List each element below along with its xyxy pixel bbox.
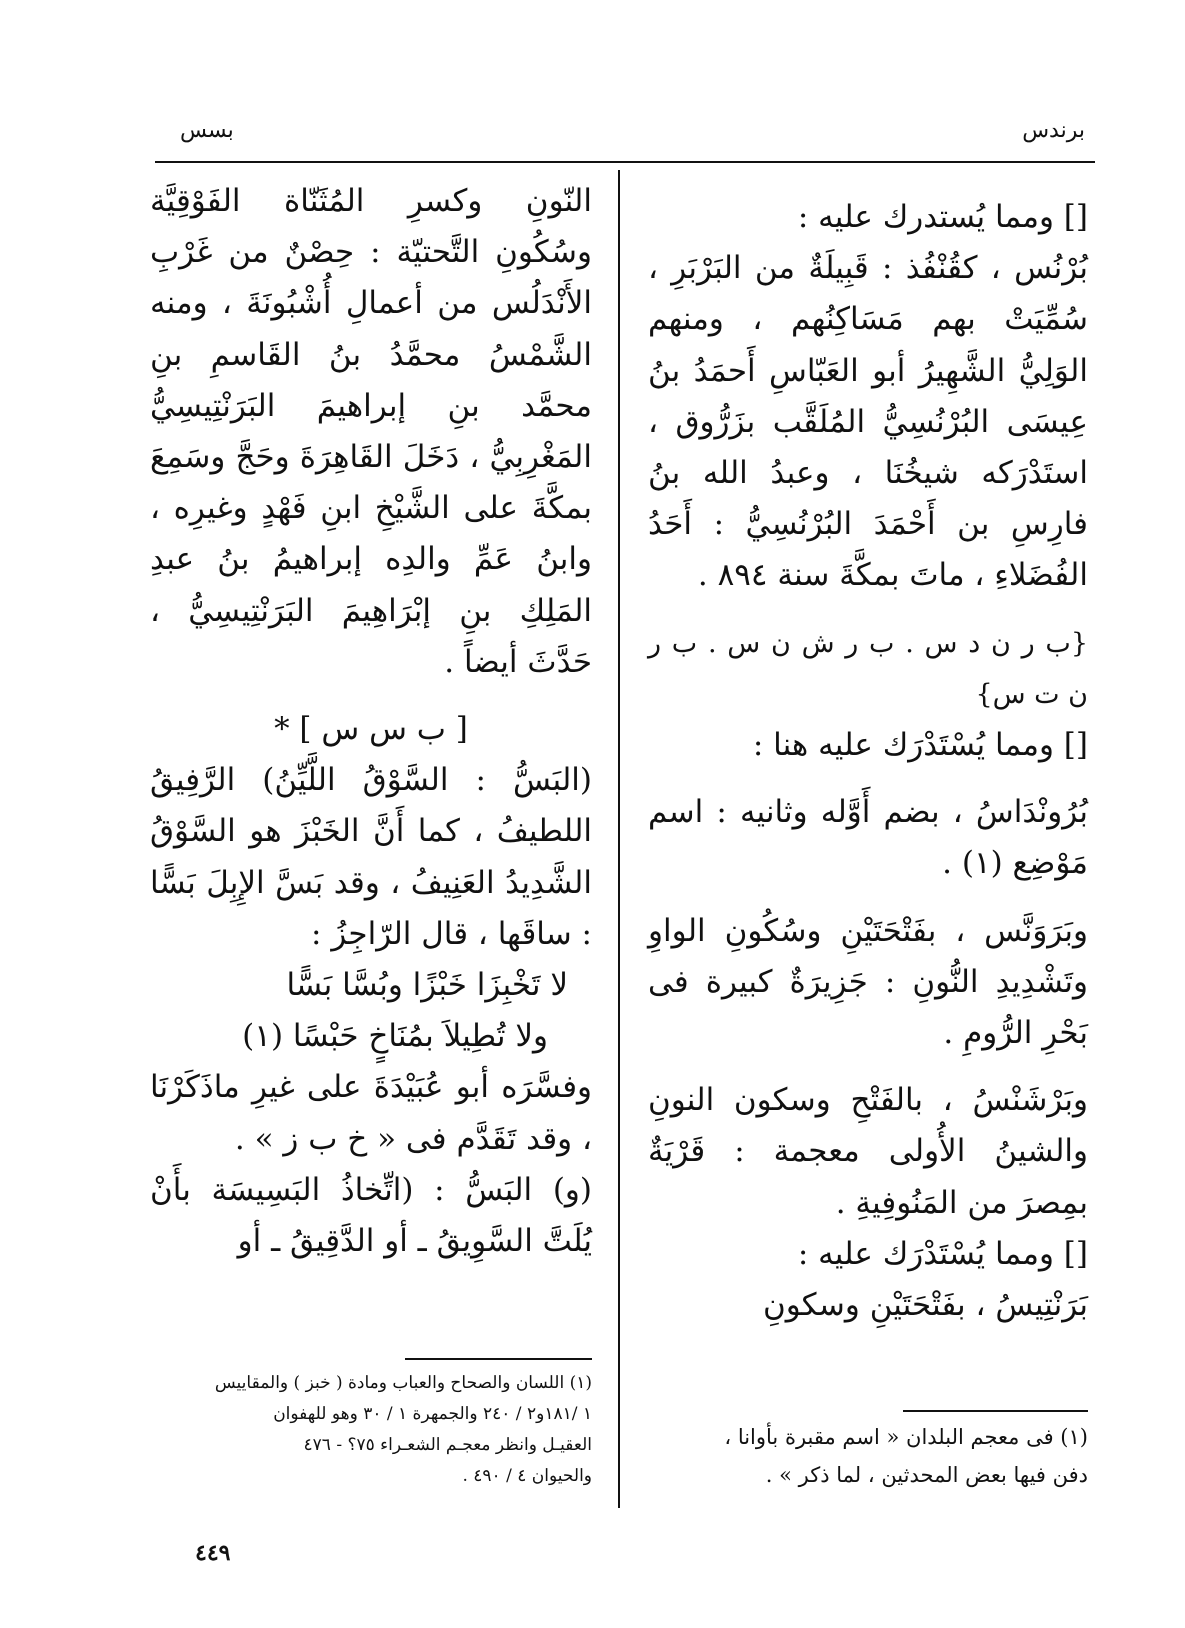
left-entry-abu-ubayda: وفسَّرَه أبو عُبَيْدَةَ على غيرِ ماذَكَرْنَا ، وقد تَقَدَّم فى « خ ب ز » . [150, 1069, 592, 1157]
footnote-right-line: دفن فيها بعض المحدثين ، لما ذكر » . [765, 1463, 1088, 1487]
right-entry-heading-1: [] ومما يُستدرك عليه : [797, 199, 1088, 235]
right-entry-heading-3: [] ومما يُسْتَدْرَك عليه : [797, 1235, 1088, 1272]
column-divider [618, 170, 620, 1508]
left-entry-basisa: (و) البَسُّ : (اتِّخاذُ البَسِيسَة بأَنْ يُلَتَّ السَّوِيقُ ـ أو الدَّقِيقُ ـ أو [150, 1171, 592, 1260]
right-entry-barantis: بَرَنْتِيسُ ، بفَتْحَتَيْنِ وسكونِ [763, 1287, 1088, 1324]
footnote-left-line: والحيوان ٤ / ٤٩٠ . [462, 1466, 592, 1486]
footnote-left-line: العقيـل وانظر معجـم الشعـراء ٧٥؟ - ٤٧٦ [303, 1435, 592, 1455]
footnote-right-line: (١) فى معجم البلدان « اسم مقبرة بأوانا ، [724, 1425, 1088, 1449]
footnote-left-line: ١ /١٨١و٢ / ٢٤٠ والجمهرة ١ / ٣٠ وهو للهفوان [273, 1404, 592, 1424]
right-entry-burundas: بُرُونْدَاسُ ، بضم أَوَّله وثانيه : اسم مَوْضِع (١) . [648, 794, 1088, 882]
right-entry-heading-2: [] ومما يُسْتَدْرَك عليه هنا : [752, 727, 1088, 764]
right-entry-burnus: بُرْنُس ، كقُنْفُذ : قَبِيلَةٌ من البَرْبَرِ ، سُمِّيَتْ بهم مَسَاكِنُهم ، ومنهم الوَلِيُّ الشَّهِيرُ أبو العَبّاسِ أَحمَدُ بنُ عِيسَى البُرْنُسِيُّ المُلَقَّب بزَرُّوق ، استَدْرَكه شيخُنَا ، وعبدُ الله بنُ فارِسِ بن أَحْمَدَ البُرْنُسِيُّ : أَحَدُ الفُضَلاءِ ، ماتَ بمكَّةَ سنة ٨٩٤ . [648, 250, 1088, 594]
footnote-rule-left [405, 1358, 592, 1360]
header-rule [155, 161, 1095, 163]
footnote-right [648, 1418, 1088, 1494]
left-column [150, 176, 592, 1267]
footnote-rule-right [903, 1410, 1088, 1412]
header-left-word: بسس [180, 118, 234, 143]
right-entry-barshanas: وبَرْشَنْسُ ، بالفَتْحِ وسكون النونِ والشينُ الأُولى معجمة : قَرْيَةٌ بمِصرَ من المَنُوفِيةِ . [648, 1082, 1088, 1221]
page-header [150, 118, 1085, 158]
verse-line-1: لا تَخْبِزَا خَبْزًا وبُسَّا بَسًّا [286, 967, 568, 1004]
footnote-left [150, 1368, 592, 1492]
root-code-line: {ب ر ن د س . ب ر ش ن س . ب ر ن ت س} [648, 627, 1088, 710]
right-entry-barawanns: وبَرَوَنَّس ، بفَتْحَتَيْنِ وسُكُونِ الواوِ وتَشْدِيدِ النُّونِ : جَزِيرَةٌ كبيرة فى بَحْرِ الرُّومِ . [648, 912, 1088, 1052]
header-right-word: برندس [1022, 118, 1085, 143]
left-entry-continuation: النّونِ وكسرِ المُثَنّاة الفَوْقِيَّة وسُكُونِ التَّحتيّة : حِصْنٌ من غَرْبِ الأَنْدَلُس من أعمالِ أُشْبُونَةَ ، ومنه الشَّمْسُ محمَّدُ بنُ القَاسمِ بنِ محمَّد بنِ إبراهيمَ البَرَنْتِيسِيُّ المَغْرِبِيُّ ، دَخَلَ القَاهِرَةَ وحَجَّ وسَمِعَ بمكَّةَ على الشَّيْخِ ابنِ فَهْدٍ وغيرِه ، وابنُ عَمِّ والدِه إبراهيمُ بنُ عبدِ المَلِكِ بنِ إبْرَاهِيمَ البَرَنْتِيسِيُّ ، حَدَّثَ أيضاً . [150, 183, 592, 680]
left-entry-albass: (البَسُّ : السَّوْقُ اللَّيِّنُ) الرَّفِيقُ اللطيفُ ، كما أَنَّ الخَبْزَ هو السَّوْقُ الشَّدِيدُ العَنِيفُ ، وقد بَسَّ الإِبِلَ بَسًّا : ساقَها ، قال الرّاجِزُ : [150, 762, 592, 952]
root-heading-bss: [ ب س س ] * [274, 711, 468, 748]
footnote-left-line: (١) اللسان والصحاح والعباب ومادة ( خبز ) والمقاييس [214, 1373, 592, 1393]
right-column [648, 192, 1088, 1331]
page-number: ٤٤٩ [195, 1540, 231, 1566]
verse-line-2: ولا تُطِيلاَ بمُنَاخٍ حَبْسًا (١) [242, 1018, 548, 1055]
